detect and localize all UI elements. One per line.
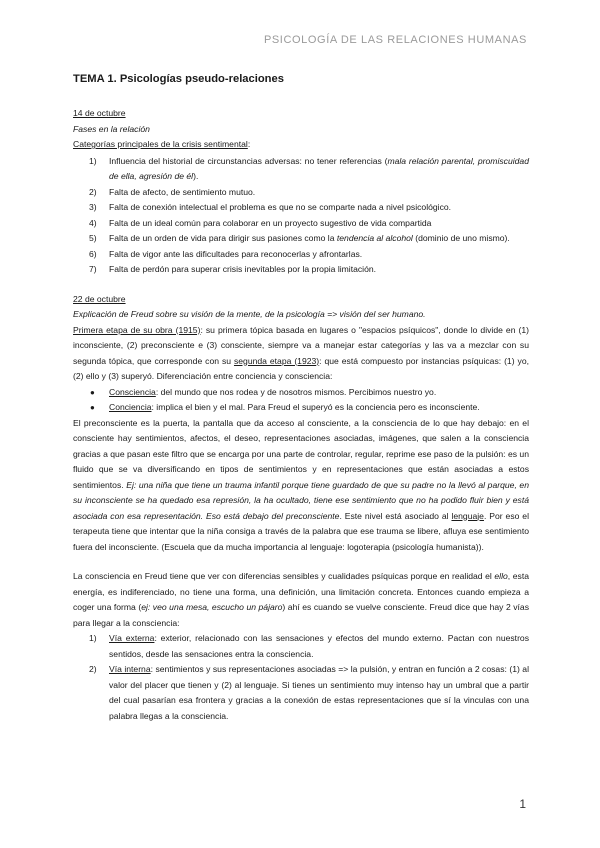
section-14-octubre (73, 106, 529, 278)
list-item (73, 631, 529, 662)
list-number: 4) (89, 217, 97, 228)
list-number: 2) (89, 664, 97, 674)
item-text: (dominio de uno mismo). (412, 233, 510, 243)
item-text: Influencia del historial de circunstancias adversas: no tener referencias ( (109, 155, 388, 166)
paragraph-text: ) ahí es cuando se vuelve consciente. Freud dice que hay 2 vías para llegar a la consciencia: (73, 602, 529, 628)
item-text: : implica el bien y el mal. Para Freud el superyó es la conciencia pero es inconsciente. (151, 402, 480, 412)
paragraph-text: El preconsciente es la puerta, la pantalla que da acceso al consciente, a la consciencia de lo que hay debajo: en el consciente hay sentimientos, afectos, el deseo, representaciones asociadas, imágenes, que salen a la consciencia gracias a que pasan este filtro que se encarga por una parte de controlar, regular, reprime ese paso de la pulsión: es un fluido que se va diversificando en tipos de sentimientos y en representaciones que están asociadas a estos sentimientos. (73, 417, 529, 490)
underlined-term: Vía interna (109, 664, 151, 674)
example-italic: ej: veo una mesa, escucho un pájaro (141, 602, 283, 612)
item-text: : sentimientos y sus representaciones asociadas => la pulsión, y entran en función a 2 cosas: (1) al valor del placer que tienen y (2) al lenguaje. Si tienes un sentimiento muy intenso hay un umbral que a partir del cual pasarían esa frontera y gracias a la conexión de estas representaciones que sí la vinculas con una palabra llegas a la consciencia. (109, 664, 529, 721)
underlined-term: Vía externa (109, 633, 155, 643)
paragraph-preconsciente (73, 416, 529, 556)
list-item (73, 247, 529, 263)
list-number: 2) (89, 186, 97, 197)
list-item (73, 154, 529, 185)
page-number: 1 (519, 797, 526, 811)
italic-term: ello (494, 571, 508, 581)
category-heading: Categorías principales de la crisis sentimental (73, 139, 248, 149)
paragraph-text: : que está compuesto por instancias psíquicas: (1) yo, (2) ello y (3) superyó. Diferenciación entre conciencia y consciencia: (73, 355, 529, 381)
list-number: 1) (89, 155, 97, 166)
underlined-term: Consciencia (109, 386, 156, 397)
section-22-octubre (73, 292, 529, 725)
paragraph-text: . Por eso el terapeuta tiene que intentar que la niña consiga a través de la palabra que ese trauma se libere, afluya ese sentimiento fuera del inconsciente. (Escuela que da mucha importancia al lenguaje: logoterapia (psicología humanista)). (73, 510, 529, 552)
list-item (73, 662, 529, 724)
colon: : (247, 139, 251, 149)
item-text: : del mundo que nos rodea y de nosotros mismos. Percibimos nuestro yo. (155, 386, 437, 397)
list-item (73, 200, 529, 216)
item-text: Falta de conexión intelectual el problema es que no se comparte nada a nivel psicológico. (109, 202, 452, 212)
section-date: 14 de octubre (73, 108, 126, 118)
item-text: ). (193, 171, 199, 181)
paragraph-text: : su primera tópica basada en lugares o "espacios psíquicos", donde lo divide en (1) inconsciente, (2) preconsciente e (3) consciente, siempre va a manejar estar categorías y las va a mezclar con su segunda tópica, que corresponde con su (73, 324, 530, 366)
item-text: : exterior, relacionado con las sensaciones y efectos del mundo externo. Pactan con nuestros sentidos, desde las sensaciones entra la consciencia. (109, 633, 530, 659)
crisis-list (73, 154, 529, 278)
paragraph-topicas (73, 323, 529, 385)
item-italic: mala relación parental, promiscuidad de ella, agresión de él (109, 155, 529, 181)
item-italic: tendencia al alcohol (336, 233, 413, 243)
underlined-term: Primera etapa de su obra (1915) (73, 324, 201, 335)
example-italic: Ej: una niña que tiene un trauma infantil porque tiene guardado de que su padre no la llevó al parque, en su inconsciente se ha quedado esa represión, la ha ocultado, tiene ese sentimiento que no ha podido fluir bien y está asociada con esa representación. Eso está debajo del preconsciente (73, 479, 529, 521)
item-text: Falta de perdón para superar crisis inevitables por la propia limitación. (109, 264, 377, 274)
definitions-list (73, 385, 529, 416)
section-date: 22 de octubre (73, 293, 126, 304)
paragraph-text: . Este nivel está asociado al (339, 510, 452, 521)
vias-list (73, 631, 529, 724)
underlined-term: Conciencia (109, 402, 152, 412)
bullet-icon: ● (90, 403, 95, 412)
list-item (73, 400, 529, 416)
underlined-term: lenguaje (451, 510, 484, 521)
document-body (73, 72, 529, 724)
list-item (73, 262, 529, 278)
underlined-term: segunda etapa (1923) (233, 355, 320, 366)
list-item (73, 216, 529, 232)
list-number: 7) (89, 264, 97, 274)
list-number: 5) (89, 233, 97, 243)
section-subtitle: Explicación de Freud sobre su visión de la mente, de la psicología => visión del ser humano. (73, 309, 426, 319)
list-item (73, 185, 529, 201)
item-text: Falta de afecto, de sentimiento mutuo. (109, 186, 256, 197)
running-header: PSICOLOGÍA DE LAS RELACIONES HUMANAS (263, 34, 527, 46)
item-text: Falta de un ideal común para colaborar en un proyecto sugestivo de vida compartida (109, 217, 432, 228)
item-text: Falta de un orden de vida para dirigir sus pasiones como la (109, 233, 337, 243)
list-number: 3) (89, 202, 97, 212)
list-number: 6) (89, 248, 97, 259)
list-number: 1) (89, 633, 97, 643)
list-item (73, 231, 529, 247)
list-item (73, 385, 529, 401)
paragraph-consciencia (73, 569, 529, 631)
item-text: Falta de vigor ante las dificultades para reconocerlas y afrontarlas. (109, 248, 363, 259)
paragraph-text: , esta energía, es indiferenciado, no tiene una forma, una definición, una limitación concreta. Entonces cuando empieza a coger una forma ( (73, 571, 529, 612)
bullet-icon: ● (90, 387, 95, 397)
section-subtitle: Fases en la relación (73, 123, 150, 134)
document-title: TEMA 1. Psicologías pseudo-relaciones (73, 73, 284, 85)
paragraph-text: La consciencia en Freud tiene que ver con diferencias sensibles y cualidades psíquicas porque en realidad el (73, 571, 495, 581)
